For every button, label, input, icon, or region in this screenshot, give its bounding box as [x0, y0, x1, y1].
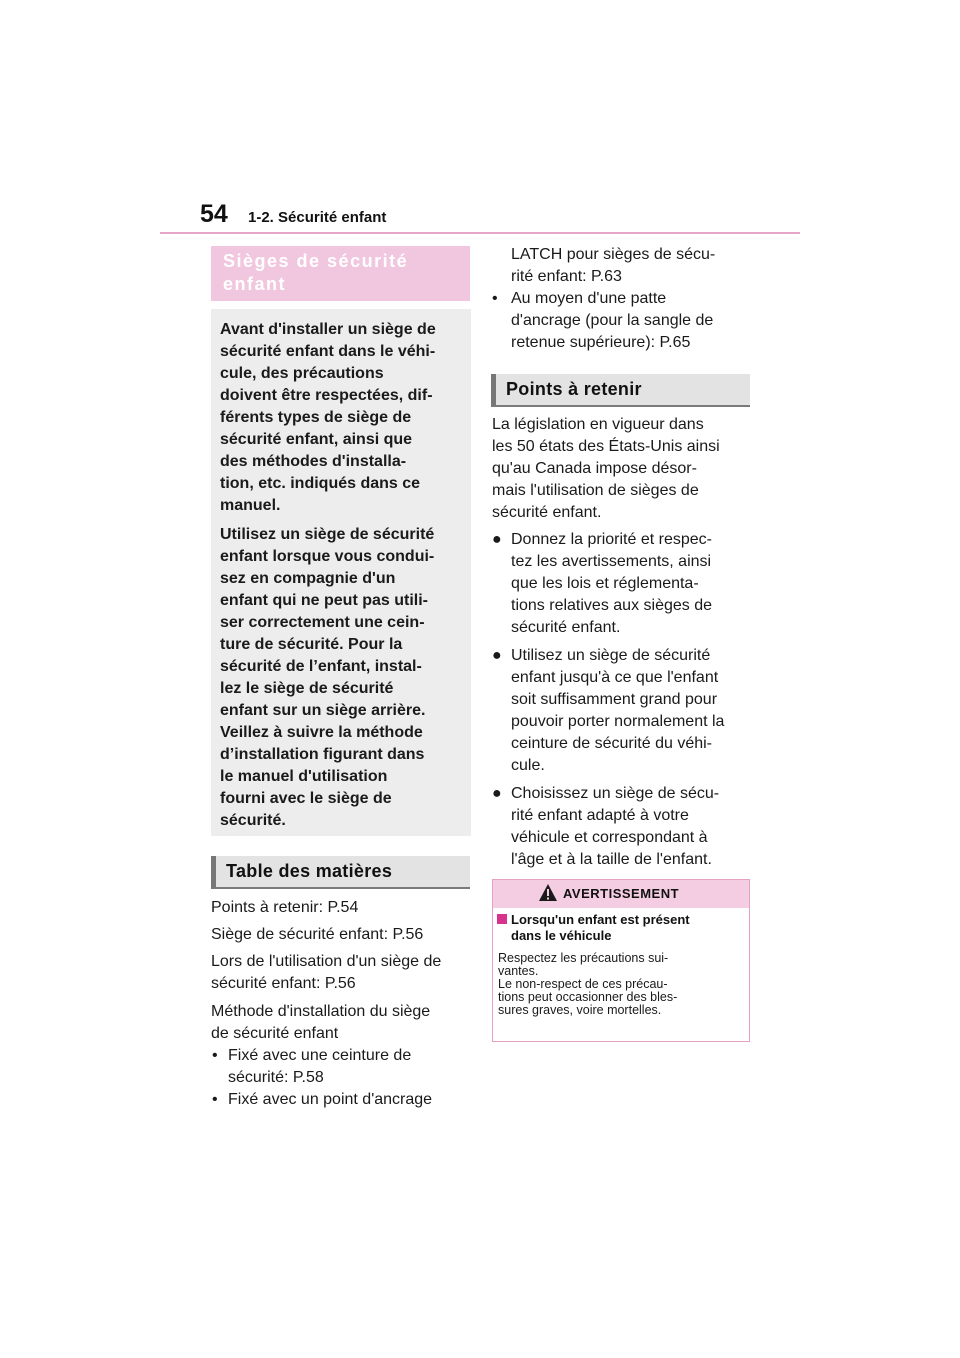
points-bullet-3: Choisissez un siège de sécu- rité enfant adapté à votre véhicule et correspondant à l'âge et à la taille de l'enfant.: [511, 785, 720, 868]
bullet-dot: ●: [492, 531, 502, 548]
section-title: 1-2. Sécurité enfant: [248, 209, 387, 226]
points-heading: Points à retenir: [506, 379, 642, 399]
toc-heading: Table des matières: [226, 861, 393, 881]
points-heading-bar: [491, 374, 750, 407]
toc-item-install-method: Méthode d'installation du siège de sécurité enfant: [211, 1003, 431, 1042]
toc-heading-bar: [211, 856, 470, 889]
points-intro: La législation en vigueur dans les 50 états des États-Unis ainsi qu'au Canada impose désor- mais l'utilisation de sièges de sécurité enfant.: [492, 416, 720, 521]
toc-sub-latch: Fixé avec un point d'ancrage: [228, 1091, 433, 1108]
warning-triangle-icon: [538, 883, 558, 903]
intro-heading: Sièges de sécurité enfant: [223, 251, 409, 294]
toc-sub-seatbelt: Fixé avec une ceinture de sécurité: P.58: [228, 1047, 412, 1086]
warning-body: Respectez les précautions sui- vantes. Le non-respect de ces précau- tions peut occasionner des bles- sures graves, voire mortelles.: [498, 951, 678, 1017]
sub-bullet: •: [212, 1047, 218, 1064]
toc-sub-latch-continued: LATCH pour sièges de sécu- rité enfant: P.63: [511, 246, 716, 285]
header-divider: [160, 232, 800, 234]
bullet-dot: ●: [492, 785, 502, 802]
warning-subtitle: Lorsqu'un enfant est présent dans le véhicule: [511, 912, 690, 943]
points-bullet-2: Utilisez un siège de sécurité enfant jusqu'à ce que l'enfant soit suffisamment grand pour pouvoir porter normalement la ceinture de sécurité du véhi- cule.: [511, 647, 725, 774]
intro-paragraph-2: Utilisez un siège de sécurité enfant lorsque vous condui- sez en compagnie d'un enfant qui ne peut pas utili- ser correctement une cein- ture de sécurité. Pour la sécurité de l’enfant, instal- lez le siège de sécurité enfant sur un siège arrière. Veillez à suivre la méthode d’installation figurant dans le manuel d'utilisation fourni avec le siège de sécurité.: [220, 526, 435, 829]
toc-sub-tether: Au moyen d'une patte d'ancrage (pour la sangle de retenue supérieure): P.65: [511, 290, 714, 351]
toc-item-points: Points à retenir: P.54: [211, 899, 359, 916]
warning-square-icon: [497, 914, 507, 924]
toc-item-using-seat: Lors de l'utilisation d'un siège de sécurité enfant: P.56: [211, 953, 442, 992]
page-number: 54: [200, 200, 228, 228]
warning-title: AVERTISSEMENT: [563, 886, 680, 901]
toc-item-child-seat: Siège de sécurité enfant: P.56: [211, 926, 424, 943]
sub-bullet: •: [212, 1091, 218, 1108]
intro-paragraph-1: Avant d'installer un siège de sécurité enfant dans le véhi- cule, des précautions doivent être respectées, dif- férents types de siège de sécurité enfant, ainsi que des méthodes d'installa- tion, etc. indiqués dans ce manuel.: [220, 321, 436, 514]
points-bullet-1: Donnez la priorité et respec- tez les avertissements, ainsi que les lois et réglementa- tions relatives aux sièges de sécurité enfant.: [511, 531, 712, 636]
bullet-dot: ●: [492, 647, 502, 664]
sub-bullet: •: [492, 290, 498, 307]
